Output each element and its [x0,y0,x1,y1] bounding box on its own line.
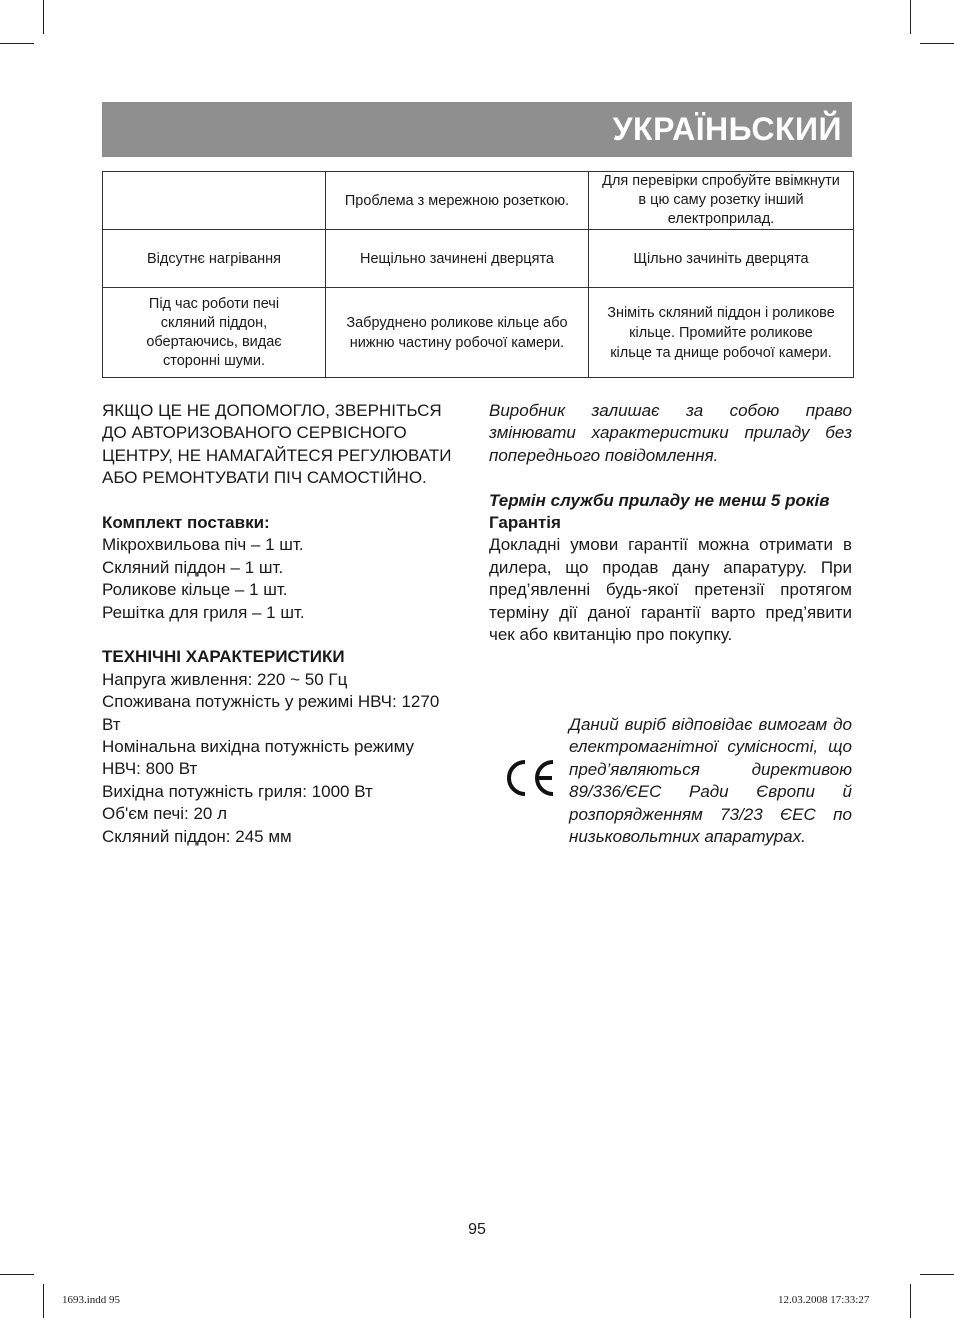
table-cell-solution: Для перевірки спробуйте ввімкнути в цю саму розетку інший електроприлад. [589,172,854,230]
crop-mark [910,1284,911,1318]
spec-item: Об'єм печі: 20 л [102,804,228,824]
service-life: Термін служби приладу не менш 5 років [489,490,830,510]
table-cell-cause: Забруднено роликове кільце або нижню частину робочої камери. [326,288,589,378]
language-header-bar [102,102,852,157]
crop-mark [0,1274,34,1275]
slug-timestamp: 12.03.2008 17:33:27 [778,1294,870,1306]
page-title: УКРАЇНЬСКИЙ [612,111,842,147]
service-warning: ЯКЩО ЦЕ НЕ ДОПОМОГЛО, ЗВЕРНІТЬСЯ ДО АВТОРИЗОВАНОГО СЕРВІСНОГО ЦЕНТРУ, НЕ НАМАГАЙТЕСЯ РЕГУЛЮВАТИ АБО РЕМОНТУВАТИ ПІЧ САМОСТІЙНО. [102,401,452,488]
table-cell-problem [103,172,326,230]
troubleshooting-table [102,171,854,378]
table-cell-problem: Відсутнє нагрівання [103,230,326,288]
left-column [102,400,452,848]
table-row [103,172,854,230]
right-column [489,400,852,646]
kit-item: Решітка для гриля – 1 шт. [102,602,305,622]
spec-item: Скляний піддон: 245 мм [102,826,292,846]
specs-title: ТЕХНІЧНІ ХАРАКТЕРИСТИКИ [102,647,345,667]
ce-compliance-text: Даний виріб відповідає вимогам до електромагнітної сумісності, що пред’являються директивою 89/336/ЄЕС Ради Європи й розпорядженням 73/23 ЄЕС по низьковольтних апаратурах. [569,715,852,847]
table-row [103,230,854,288]
spec-item: Напруга живлення: 220 ~ 50 Гц [102,669,348,689]
crop-mark [910,0,911,34]
table-cell-solution: Зніміть скляний піддон і роликове кільце. Промийте роликове кільце та днище робочої камери. [589,288,854,378]
spec-item: Вихідна потужність гриля: 1000 Вт [102,781,373,801]
kit-title: Комплект поставки: [102,513,270,533]
crop-mark [920,43,954,44]
table-cell-solution: Щільно зачиніть дверцята [589,230,854,288]
crop-mark [920,1274,954,1275]
spec-item: Споживана потужність у режимі НВЧ: 1270 Вт [102,692,440,734]
table-row [103,288,854,378]
table-cell-cause: Нещільно зачинені дверцята [326,230,589,288]
crop-mark [0,43,34,44]
manufacturer-note: Виробник залишає за собою право змінювати характеристики приладу без попереднього повідомлення. [489,401,852,465]
slug-file: 1693.indd 95 [62,1294,121,1306]
warranty-text: Докладні умови гарантії можна отримати в дилера, що продав дану апаратуру. При пред’явленні будь-якої претензії протягом терміну дії даної гарантії варто пред’явити чек або квитанцію про покупку. [489,535,852,645]
table-cell-cause: Проблема з мережною розеткою. [326,172,589,230]
kit-item: Скляний піддон – 1 шт. [102,557,284,577]
spec-item: Номінальна вихідна потужність режиму НВЧ: 800 Вт [102,737,414,779]
page-number: 95 [468,1221,486,1238]
kit-item: Мікрохвильова піч – 1 шт. [102,535,304,555]
table-cell-problem: Під час роботи печі скляний піддон, обертаючись, видає сторонні шуми. [103,288,326,378]
warranty-title: Гарантія [489,513,561,533]
ce-mark-icon [503,758,559,798]
crop-mark [43,1284,44,1318]
crop-mark [43,0,44,34]
kit-item: Роликове кільце – 1 шт. [102,580,288,600]
ce-conformity-block [489,714,852,854]
